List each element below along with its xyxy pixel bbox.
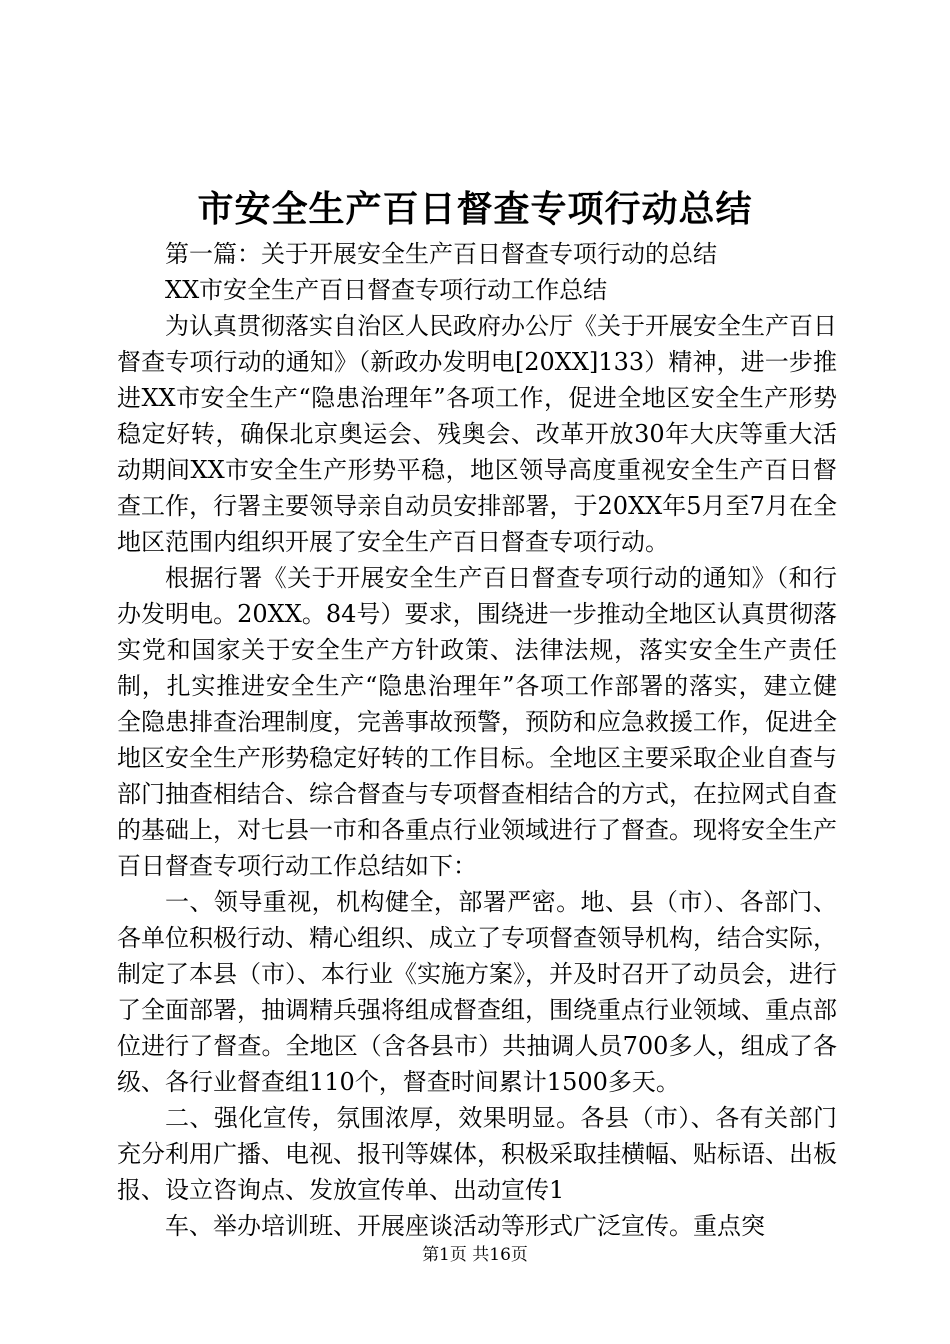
paragraph-section-heading: 第一篇：关于开展安全生产百日督查专项行动的总结 (165, 240, 717, 268)
paragraph: 根据行署《关于开展安全生产百日督查专项行动的通知》（和行办发明电。20XX。84号）要求，围绕进一步推动全地区认真贯彻落实党和国家关于安全生产方针政策、法律法规，落实安全生产责任制，扎实推进安全生产“隐患治理年”各项工作部署的落实，建立健全隐患排查治理制度，完善事故预警，预防和应急救援工作，促进全地区安全生产形势稳定好转的工作目标。全地区主要采取企业自查与部门抽查相结合、综合督查与专项督查相结合的方式，在拉网式自查的基础上，对七县一市和各重点行业领域进行了督查。现将安全生产百日督查专项行动工作总结如下： (117, 564, 837, 880)
paragraph: 一、领导重视，机构健全，部署严密。地、县（市）、各部门、各单位积极行动、精心组织、成立了专项督查领导机构，结合实际，制定了本县（市）、本行业《实施方案》，并及时召开了动员会，进行了全面部署，抽调精兵强将组成督查组，围绕重点行业领域、重点部位进行了督查。全地区（含各县市）共抽调人员700多人，组成了各级、各行业督查组110个，督查时间累计1500多天。 (117, 888, 837, 1096)
paragraph: 为认真贯彻落实自治区人民政府办公厅《关于开展安全生产百日督查专项行动的通知》（新政办发明电[20XX]133）精神，进一步推进XX市安全生产“隐患治理年”各项工作，促进全地区安全生产形势稳定好转，确保北京奥运会、残奥会、改革开放30年大庆等重大活动期间XX市安全生产形势平稳，地区领导高度重视安全生产百日督查工作，行署主要领导亲自动员安排部署，于20XX年5月至7月在全地区范围内组织开展了安全生产百日督查专项行动。 (117, 312, 837, 556)
document-title: 市安全生产百日督查专项行动总结 (197, 188, 753, 230)
paragraph: 二、强化宣传，氛围浓厚，效果明显。各县（市）、各有关部门充分利用广播、电视、报刊等媒体，积极采取挂横幅、贴标语、出板报、设立咨询点、发放宣传单、出动宣传1 (117, 1104, 837, 1204)
paragraph: 车、举办培训班、开展座谈活动等形式广泛宣传。重点突 (165, 1212, 765, 1240)
document-body (117, 236, 837, 1244)
page-number-footer: 第1页 共16页 (422, 1245, 528, 1265)
paragraph-subtitle: XX市安全生产百日督查专项行动工作总结 (165, 276, 608, 304)
